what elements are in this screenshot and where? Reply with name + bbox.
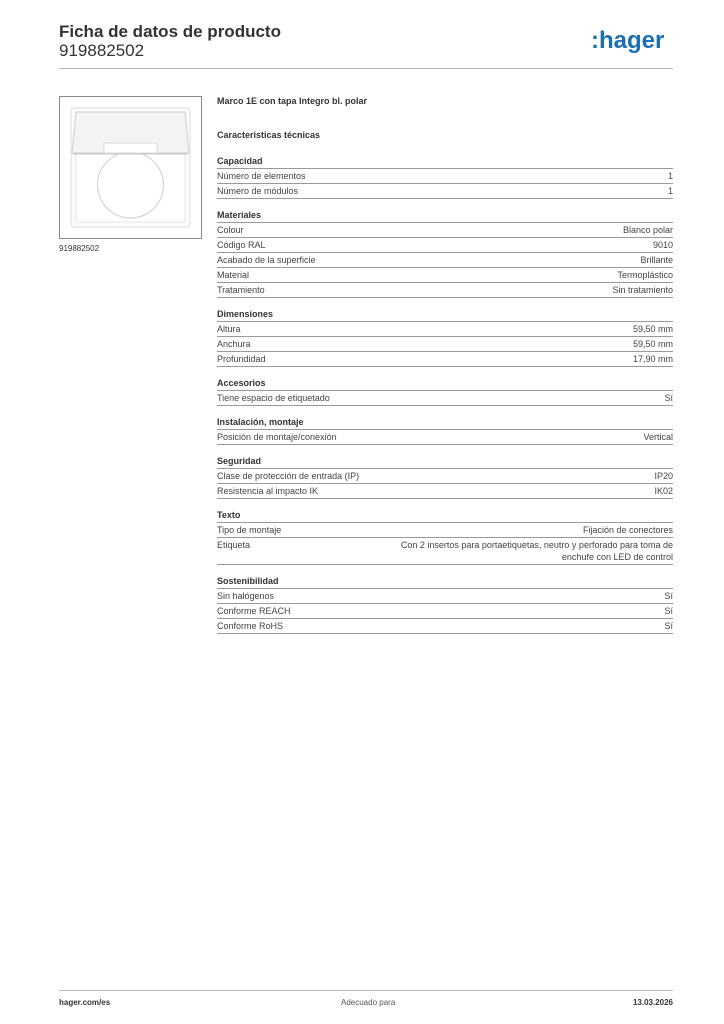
spec-value: Vertical	[643, 432, 673, 442]
hager-logo[interactable]	[591, 26, 673, 56]
spec-label: Acabado de la superficie	[217, 255, 316, 265]
spec-value: 17,90 mm	[632, 354, 673, 364]
footer-website[interactable]: hager.com/es	[59, 998, 111, 1007]
spec-label: Etiqueta	[217, 540, 251, 550]
spec-sections	[217, 155, 673, 634]
page-header	[59, 20, 673, 68]
spec-row	[217, 538, 673, 565]
spec-row	[217, 238, 673, 253]
section-title: Accesorios	[217, 377, 673, 391]
spec-label: Sin halógenos	[217, 591, 275, 601]
section-title: Capacidad	[217, 155, 673, 169]
spec-row	[217, 352, 673, 367]
spec-value: Termoplástico	[617, 270, 673, 280]
spec-section	[217, 209, 673, 298]
section-title: Materiales	[217, 209, 673, 223]
document-code: 919882502	[59, 41, 145, 60]
spec-section	[217, 155, 673, 199]
spec-row	[217, 169, 673, 184]
product-image	[59, 96, 202, 239]
spec-row	[217, 523, 673, 538]
spec-label: Código RAL	[217, 240, 266, 250]
spec-value: 9010	[652, 240, 673, 250]
spec-label: Resistencia al impacto IK	[217, 486, 319, 496]
spec-section	[217, 308, 673, 367]
spec-value: Sin tratamiento	[612, 285, 673, 295]
section-title: Texto	[217, 509, 673, 523]
product-name: Marco 1E con tapa Integro bl. polar	[217, 96, 368, 106]
section-title: Instalación, montaje	[217, 416, 673, 430]
spec-value: Sí	[664, 621, 673, 631]
spec-row	[217, 619, 673, 634]
spec-value: 1	[667, 171, 673, 181]
spec-value: Brillante	[640, 255, 673, 265]
spec-row	[217, 484, 673, 499]
spec-section	[217, 455, 673, 499]
spec-label: Posición de montaje/conexión	[217, 432, 337, 442]
spec-label: Material	[217, 270, 250, 280]
spec-section	[217, 509, 673, 565]
spec-label: Colour	[217, 225, 244, 235]
spec-value: 59,50 mm	[632, 339, 673, 349]
spec-label: Número de elementos	[217, 171, 306, 181]
spec-row	[217, 604, 673, 619]
spec-value: Sí	[664, 591, 673, 601]
spec-row	[217, 469, 673, 484]
spec-section	[217, 377, 673, 406]
spec-row	[217, 322, 673, 337]
header-divider	[59, 68, 673, 69]
spec-value: Con 2 insertos para portaetiquetas, neutro y perforado para toma de enchufe con LED de control	[400, 540, 673, 562]
spec-label: Altura	[217, 324, 241, 334]
technical-characteristics-title: Características técnicas	[217, 130, 321, 140]
spec-value: Sí	[664, 393, 673, 403]
section-title: Sostenibilidad	[217, 575, 673, 589]
spec-row	[217, 589, 673, 604]
frame-illustration	[60, 97, 201, 238]
spec-value: IK02	[654, 486, 673, 496]
spec-label: Anchura	[217, 339, 251, 349]
spec-row	[217, 430, 673, 445]
spec-value: IP20	[654, 471, 673, 481]
spec-label: Clase de protección de entrada (IP)	[217, 471, 360, 481]
document-title: Ficha de datos de producto	[59, 22, 281, 41]
spec-row	[217, 268, 673, 283]
spec-row	[217, 391, 673, 406]
footer-center-text: Adecuado para	[341, 998, 396, 1007]
spec-value: Fijación de conectores	[582, 525, 673, 535]
section-title: Seguridad	[217, 455, 673, 469]
spec-value: Sí	[664, 606, 673, 616]
spec-label: Conforme REACH	[217, 606, 291, 616]
spec-label: Número de módulos	[217, 186, 299, 196]
spec-value: 1	[667, 186, 673, 196]
spec-label: Profundidad	[217, 354, 266, 364]
spec-row	[217, 337, 673, 352]
spec-section	[217, 575, 673, 634]
spec-label: Tratamiento	[217, 285, 265, 295]
footer-divider	[59, 990, 673, 991]
hager-logo-text: :hager	[591, 27, 665, 54]
section-title: Dimensiones	[217, 308, 673, 322]
spec-value: Blanco polar	[622, 225, 673, 235]
spec-row	[217, 253, 673, 268]
spec-row	[217, 223, 673, 238]
spec-value: 59,50 mm	[632, 324, 673, 334]
spec-row	[217, 283, 673, 298]
spec-section	[217, 416, 673, 445]
footer-date: 13.03.2026	[632, 998, 673, 1007]
spec-row	[217, 184, 673, 199]
specifications	[217, 95, 673, 644]
spec-label: Conforme RoHS	[217, 621, 284, 631]
image-caption: 919882502	[59, 244, 100, 253]
spec-label: Tiene espacio de etiquetado	[217, 393, 330, 403]
spec-label: Tipo de montaje	[217, 525, 282, 535]
